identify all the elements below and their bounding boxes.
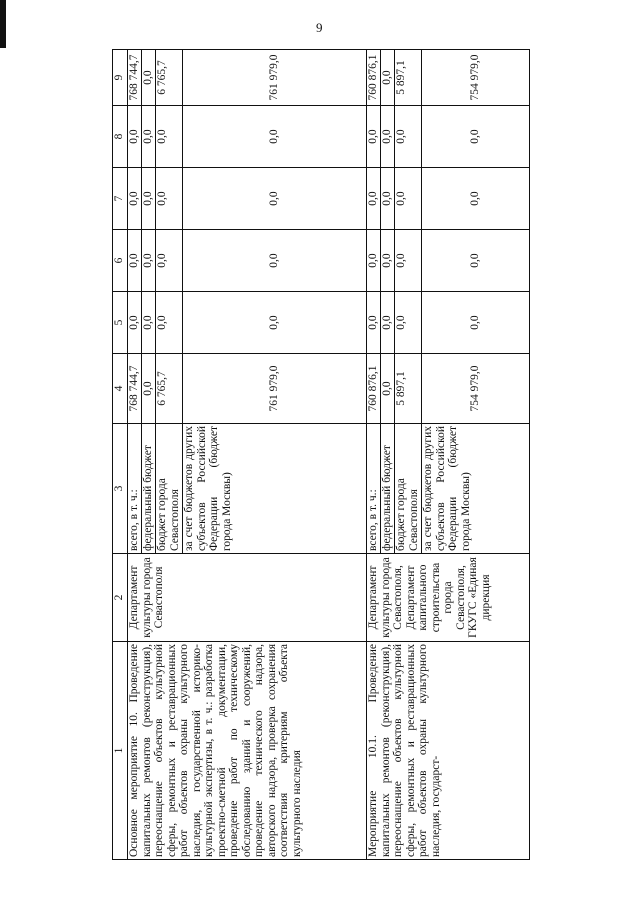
value-cell: 0,0	[183, 168, 367, 230]
value-cell: 0,0	[381, 292, 395, 354]
value-cell: 0,0	[156, 168, 183, 230]
value-cell: 6 765,7	[156, 50, 183, 106]
value-cell: 0,0	[128, 292, 142, 354]
source-cell: всего, в т. ч.:	[128, 424, 142, 554]
value-cell: 0,0	[128, 106, 142, 168]
value-cell: 0,0	[183, 230, 367, 292]
source-cell: федеральный бюджет	[142, 424, 156, 554]
rotated-table-wrapper	[112, 50, 530, 860]
event-name-cell: Основное мероприятие 10. Проведение капитальных ремонтов (реконструкция), переоснащение объектов культурной сферы, ремонтных и реставрационных работ объектов охраны культурного наследия, государственной историко-культурной экспертизы, в т. ч.: разработка проектно-сметной документации, проведение работ по техническому обследованию зданий и сооружений, проведение технического надзора, авторского надзора, проверка сохранения соответствия критериям объекта культурного наследия	[128, 642, 367, 860]
value-cell: 0,0	[183, 292, 367, 354]
value-cell: 761 979,0	[183, 50, 367, 106]
value-cell: 760 876,1	[367, 50, 381, 106]
value-cell: 0,0	[367, 230, 381, 292]
value-cell: 0,0	[422, 230, 530, 292]
value-cell: 760 876,1	[367, 354, 381, 424]
value-cell: 0,0	[422, 292, 530, 354]
value-cell: 768 744,7	[128, 354, 142, 424]
value-cell: 0,0	[142, 50, 156, 106]
value-cell: 754 979,0	[422, 354, 530, 424]
value-cell: 5 897,1	[395, 354, 422, 424]
executor-cell: Департамент культуры города Севастополя, Департамент капитального строительства города Севастополя, ГКУГС «Единая дирекция	[367, 554, 530, 642]
value-cell: 0,0	[395, 230, 422, 292]
value-cell: 0,0	[381, 168, 395, 230]
value-cell: 6 765,7	[156, 354, 183, 424]
source-cell: федеральный бюджет	[381, 424, 395, 554]
header-cell: 7	[113, 168, 128, 230]
value-cell: 0,0	[128, 230, 142, 292]
value-cell: 0,0	[395, 292, 422, 354]
header-cell: 5	[113, 292, 128, 354]
header-cell: 8	[113, 106, 128, 168]
value-cell: 0,0	[422, 106, 530, 168]
event-name-cell: Мероприятие 10.1. Проведение капитальных ремонтов (реконструкция), переоснащение объектов культурной сферы, ремонтных и реставрационных работ объектов охраны культурного наследия, государст-	[367, 642, 530, 860]
source-cell: за счет бюджетов других субъектов Российской Федерации (бюджет города Москвы)	[183, 424, 367, 554]
header-cell: 6	[113, 230, 128, 292]
value-cell: 0,0	[381, 106, 395, 168]
header-cell: 4	[113, 354, 128, 424]
value-cell: 0,0	[381, 354, 395, 424]
page-number: 9	[316, 20, 323, 35]
value-cell: 0,0	[183, 106, 367, 168]
value-cell: 0,0	[367, 168, 381, 230]
value-cell: 0,0	[367, 292, 381, 354]
value-cell: 0,0	[395, 168, 422, 230]
table-row	[367, 50, 381, 860]
value-cell: 0,0	[128, 168, 142, 230]
source-cell: бюджет города Севастополя	[395, 424, 422, 554]
value-cell: 5 897,1	[395, 50, 422, 106]
value-cell: 0,0	[156, 106, 183, 168]
value-cell: 754 979,0	[422, 50, 530, 106]
table-row	[128, 50, 142, 860]
header-cell: 9	[113, 50, 128, 106]
value-cell: 0,0	[422, 168, 530, 230]
header-cell: 2	[113, 554, 128, 642]
header-row	[113, 50, 128, 860]
source-cell: за счет бюджетов других субъектов Российской Федерации (бюджет города Москвы)	[422, 424, 530, 554]
value-cell: 0,0	[142, 230, 156, 292]
value-cell: 0,0	[156, 230, 183, 292]
source-cell: всего, в т. ч.:	[367, 424, 381, 554]
value-cell: 0,0	[142, 354, 156, 424]
executor-cell: Департамент культуры города Севастополя	[128, 554, 367, 642]
value-cell: 0,0	[395, 106, 422, 168]
scan-edge-mark	[0, 0, 6, 48]
value-cell: 0,0	[142, 292, 156, 354]
source-cell: бюджет города Севастополя	[156, 424, 183, 554]
value-cell: 761 979,0	[183, 354, 367, 424]
value-cell: 0,0	[142, 106, 156, 168]
value-cell: 0,0	[367, 106, 381, 168]
value-cell: 768 744,7	[128, 50, 142, 106]
value-cell: 0,0	[156, 292, 183, 354]
value-cell: 0,0	[381, 230, 395, 292]
value-cell: 0,0	[381, 50, 395, 106]
value-cell: 0,0	[142, 168, 156, 230]
budget-table	[112, 49, 530, 860]
header-cell: 3	[113, 424, 128, 554]
header-cell: 1	[113, 642, 128, 860]
